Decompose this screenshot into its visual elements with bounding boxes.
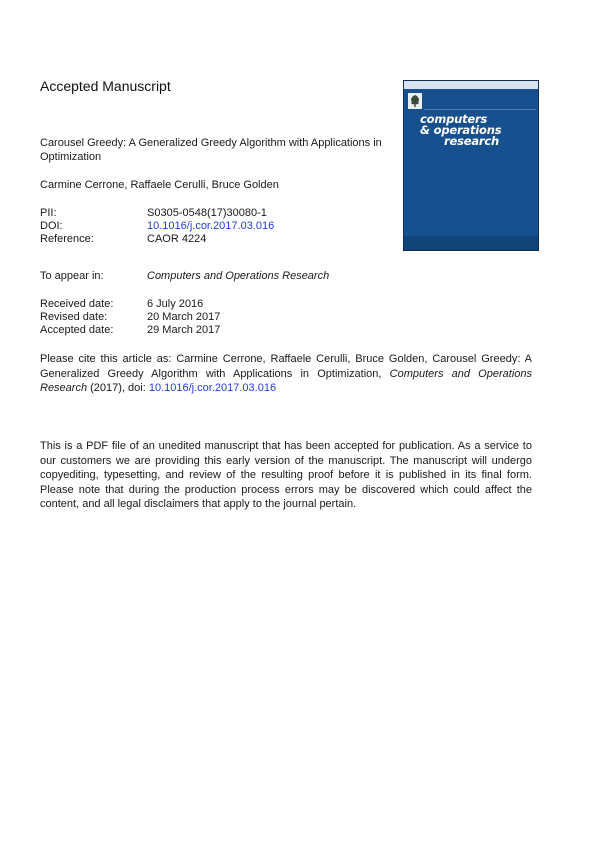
citation-journal: Computers and Operations Research bbox=[40, 367, 532, 394]
identifier-block bbox=[40, 207, 274, 246]
pii-row bbox=[40, 207, 274, 220]
revised-label: Revised date: bbox=[40, 311, 108, 323]
cover-header-strip bbox=[404, 81, 538, 89]
appear-label: To appear in: bbox=[40, 270, 104, 282]
citation-doi-link[interactable]: 10.1016/j.cor.2017.03.016 bbox=[148, 382, 277, 394]
cover-title-line-3: research bbox=[444, 134, 499, 148]
paper-title: Carousel Greedy: A Generalized Greedy Algorithm with Applications in Optimization bbox=[40, 137, 382, 163]
cover-title-line-2: & operations bbox=[420, 123, 502, 137]
pii-label: PII: bbox=[40, 207, 57, 219]
accepted-label: Accepted date: bbox=[40, 324, 114, 336]
journal-cover-image bbox=[403, 80, 539, 251]
reference-label: Reference: bbox=[40, 233, 94, 245]
dates-block bbox=[40, 298, 220, 337]
cover-title-line-1: computers bbox=[420, 112, 488, 126]
reference-value: CAOR 4224 bbox=[147, 233, 207, 245]
doi-link[interactable]: 10.1016/j.cor.2017.03.016 bbox=[147, 220, 275, 232]
page-heading: Accepted Manuscript bbox=[40, 78, 171, 94]
journal-name: Computers and Operations Research bbox=[147, 270, 330, 282]
accepted-row bbox=[40, 324, 220, 337]
citation-paragraph bbox=[40, 352, 532, 396]
cover-footer-band bbox=[404, 236, 538, 250]
citation-year: (2017), doi: bbox=[87, 382, 149, 394]
appear-block bbox=[40, 270, 329, 283]
doi-label: DOI: bbox=[40, 220, 63, 232]
appear-row bbox=[40, 270, 329, 283]
reference-row bbox=[40, 233, 274, 246]
revised-row bbox=[40, 311, 220, 324]
accepted-date: 29 March 2017 bbox=[147, 324, 221, 336]
disclaimer-paragraph: This is a PDF file of an unedited manuscript that has been accepted for publication. As a service to our customers we are providing this early version of the manuscript. The manuscript will undergo copyediting, typesetting, and review of the resulting proof before it is published in its final form. Please note that during the production process errors may be discovered which could affect the content, and all legal disclaimers that apply to the journal pertain. bbox=[40, 440, 532, 510]
paper-authors: Carmine Cerrone, Raffaele Cerulli, Bruce Golden bbox=[40, 179, 279, 191]
received-label: Received date: bbox=[40, 298, 114, 310]
citation-text: Please cite this article as: Carmine Cerrone, Raffaele Cerulli, Bruce Golden, Carousel Greedy: A Generalized Greedy Algorithm with Applications in Optimization, bbox=[40, 353, 532, 380]
cover-journal-title bbox=[420, 114, 536, 147]
received-date: 6 July 2016 bbox=[147, 298, 204, 310]
pii-value: S0305-0548(17)30080-1 bbox=[147, 207, 267, 219]
revised-date: 20 March 2017 bbox=[147, 311, 221, 323]
received-row bbox=[40, 298, 220, 311]
cover-rule bbox=[424, 109, 536, 110]
doi-row bbox=[40, 220, 274, 233]
elsevier-tree-icon bbox=[408, 93, 422, 109]
